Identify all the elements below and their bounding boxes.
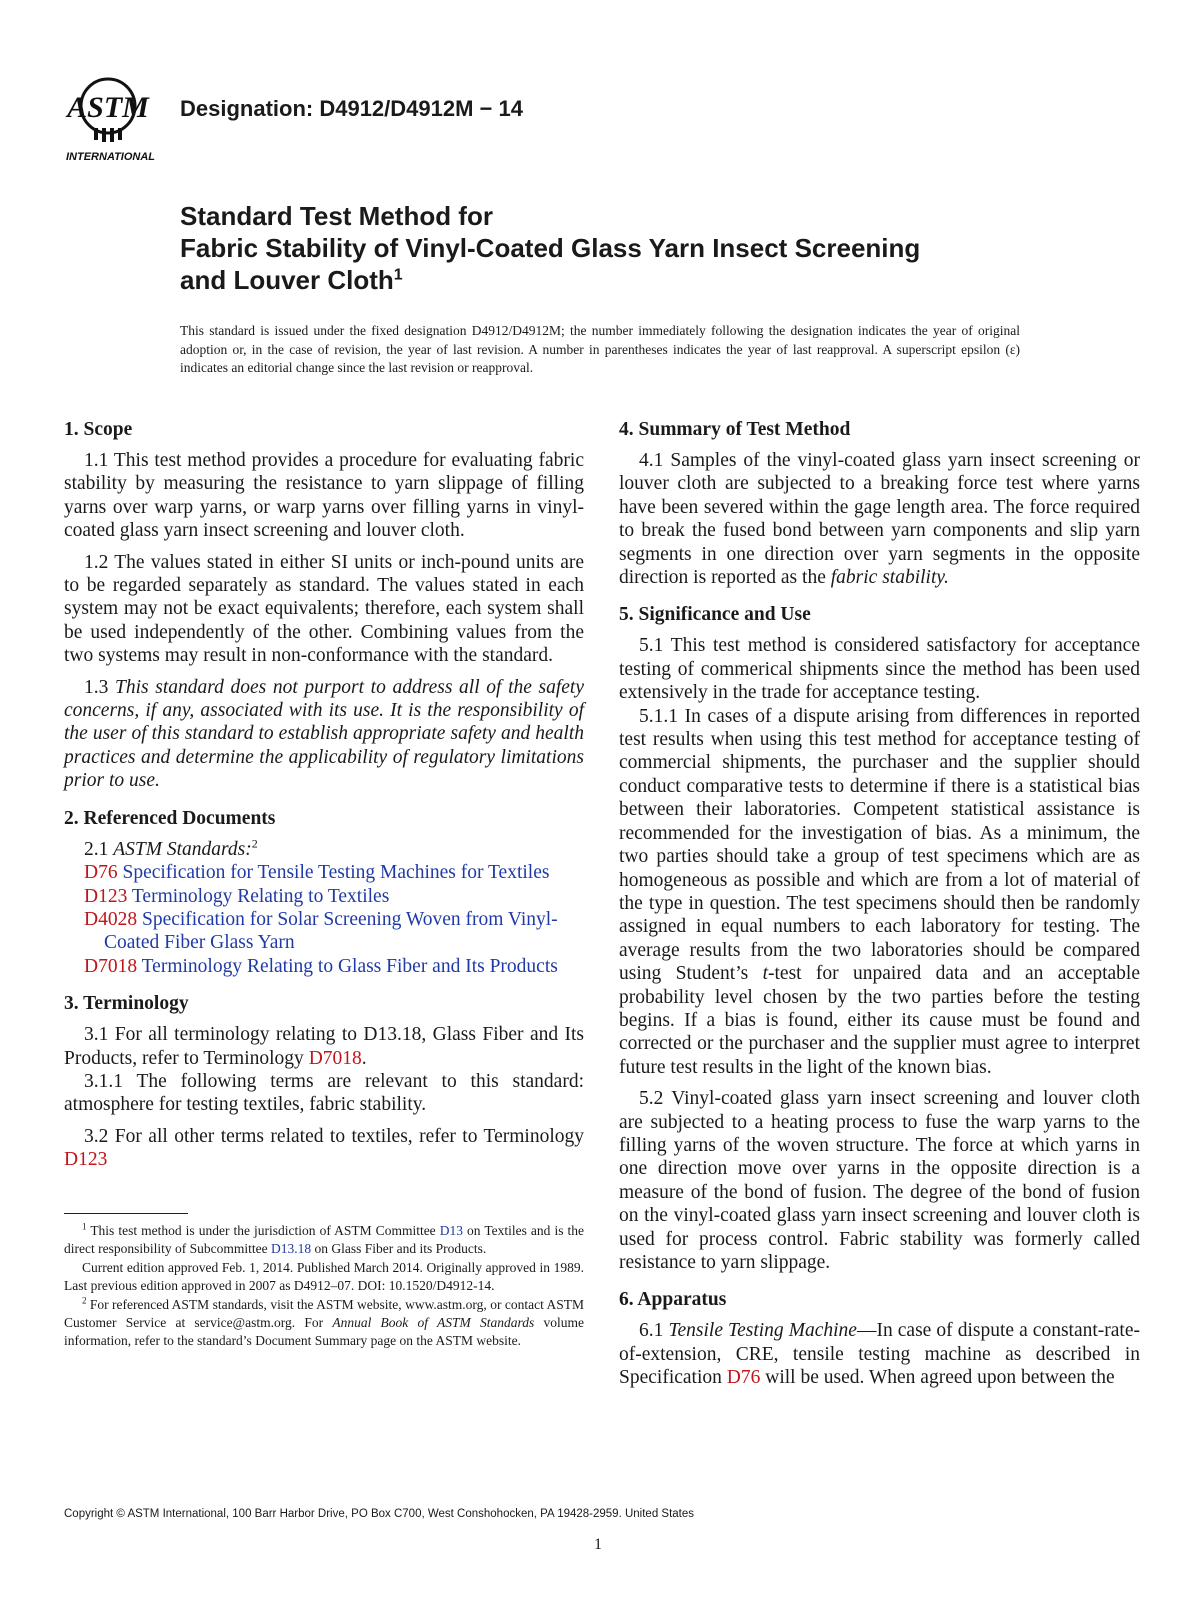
section-apparatus bbox=[619, 1288, 1140, 1389]
designation: Designation: D4912/D4912M − 14 bbox=[180, 96, 523, 121]
issuance-notice: This standard is issued under the fixed designation D4912/D4912M; the number immediately following the designation indicates the year of original adoption or, in the case of revision, the year of last revision. A number in parentheses indicates the year of last reapproval. A superscript epsilon (ε) indicates an editorial change since the last revision or reapproval. bbox=[180, 323, 1020, 375]
title-line-2: Fabric Stability of Vinyl-Coated Glass Yarn Insect Screening bbox=[180, 233, 921, 263]
logo-text: ASTM bbox=[67, 91, 149, 124]
section-summary bbox=[619, 418, 1140, 589]
astm-logo bbox=[64, 76, 168, 166]
subcommittee-link[interactable]: D13.18 bbox=[270, 1241, 312, 1257]
footnotes bbox=[64, 1222, 584, 1351]
title-footnote-mark[interactable]: 1 bbox=[393, 266, 403, 284]
paragraph-6-1: 6.1 Tensile Testing Machine—In case of dispute a constant-rate-of-extension, CRE, tensile testing machine as described in Specification D76 will be used. When agreed upon between the bbox=[619, 1320, 1140, 1389]
footnote-1-edition: Current edition approved Feb. 1, 2014. Published March 2014. Originally approved in 1989. Last previous edition approved in 2007 as D4912–07. DOI: 10.1520/D4912-14. bbox=[64, 1259, 584, 1294]
paragraph-3-2: 3.2 For all other terms related to textiles, refer to Terminology D123 bbox=[64, 1125, 584, 1171]
reference-link[interactable]: D76 bbox=[726, 1367, 761, 1389]
footnote-divider bbox=[64, 1213, 188, 1214]
paragraph-5-1: 5.1 This test method is considered satisfactory for acceptance testing of commerical shipments since the method has been used extensively in the trade for acceptance testing. bbox=[619, 635, 1140, 704]
section-heading: 1. Scope bbox=[64, 419, 133, 440]
footnote-2: $^2$ For referenced ASTM standards, visit the ASTM website, www.astm.org, or contact ASTM Customer Service at service@astm.org. For Annual Book of ASTM Standards volume information, refer to the standard’s Document Summary page on the ASTM website. bbox=[64, 1295, 585, 1349]
section-scope bbox=[64, 418, 584, 793]
logo-subtitle: INTERNATIONAL bbox=[66, 151, 156, 163]
section-referenced-documents bbox=[64, 807, 584, 978]
paragraph-4-1: 4.1 Samples of the vinyl-coated glass yarn insect screening or louver cloth are subjected to a breaking force test where yarns have been severed within the gage length area. The force required to break the fused bond between yarn components and slip yarn segments in one direction over yarn segments in the opposite direction is reported as the fabric stability. bbox=[619, 450, 1140, 589]
paragraph-2-1: 2.1 ASTM Standards:$^2$ bbox=[84, 836, 258, 860]
section-terminology bbox=[64, 992, 584, 1171]
title-line-1: Standard Test Method for bbox=[180, 201, 493, 231]
section-heading: 6. Apparatus bbox=[619, 1289, 727, 1311]
title-line-3: and Louver Cloth$^1$ bbox=[180, 265, 403, 295]
reference-item[interactable]: D4028 Specification for Solar Screening Woven from Vinyl-Coated Fiber Glass Yarn bbox=[84, 908, 558, 954]
paragraph-1-3: 1.3 This standard does not purport to address all of the safety concerns, if any, associated with its use. It is the responsibility of the user of this standard to establish appropriate safety and health practices and determine the applicability of regulatory limitations prior to use. bbox=[64, 676, 585, 792]
committee-link[interactable]: D13 bbox=[439, 1223, 463, 1238]
page-number: 1 bbox=[594, 1536, 602, 1553]
right-column bbox=[619, 418, 1140, 1404]
section-heading: 5. Significance and Use bbox=[619, 604, 811, 626]
section-significance bbox=[619, 603, 1140, 1274]
left-column bbox=[64, 418, 584, 1186]
paragraph-1-1: 1.1 This test method provides a procedure for evaluating fabric stability by measuring the resistance to yarn slippage of filling yarns over warp yarns, or warp yarns over filling yarns in vinyl-coated glass yarn insect screening and louver cloth. bbox=[64, 450, 584, 542]
paragraph-5-2: 5.2 Vinyl-coated glass yarn insect screening and louver cloth are subjected to a heating process to fuse the warp yarns to the filling yarns of the woven structure. The force at which yarns in one direction move over yarns in the opposite direction is a measure of the bond of fusion. The degree of the bond of fusion on the vinyl-coated glass yarn insect screening and louver cloth is used for process control. Fabric stability was formerly called resistance to yarn slippage. bbox=[619, 1088, 1140, 1273]
reference-item[interactable]: D76 Specification for Tensile Testing Machines for Textiles bbox=[84, 862, 550, 884]
paragraph-1-2: 1.2 The values stated in either SI units or inch-pound units are to be regarded separately as standard. The values stated in each system may not be exact equivalents; therefore, each system shall be used independently of the other. Combining values from the two systems may result in non-conformance with the standard. bbox=[64, 551, 584, 667]
section-heading: 2. Referenced Documents bbox=[64, 807, 276, 829]
reference-link[interactable]: D7018 bbox=[308, 1047, 362, 1069]
paragraph-3-1-1: 3.1.1 The following terms are relevant to this standard: atmosphere for testing textiles, fabric stability. bbox=[64, 1070, 584, 1116]
paragraph-3-1: 3.1 For all terminology relating to D13.18, Glass Fiber and Its Products, refer to Terminology D7018. bbox=[64, 1024, 584, 1069]
section-heading: 3. Terminology bbox=[64, 993, 189, 1015]
footnote-mark[interactable]: 2 bbox=[251, 836, 258, 851]
section-heading: 4. Summary of Test Method bbox=[619, 419, 851, 440]
document-title bbox=[180, 200, 1060, 296]
footnote-1: $^1$ This test method is under the jurisdiction of ASTM Committee D13 on Textiles and is the direct responsibility of Subcommittee D13.18 on Glass Fiber and its Products. bbox=[64, 1221, 584, 1257]
reference-link[interactable]: D123 bbox=[64, 1149, 108, 1171]
reference-item[interactable]: D123 Terminology Relating to Textiles bbox=[84, 885, 390, 907]
reference-item[interactable]: D7018 Terminology Relating to Glass Fiber and Its Products bbox=[84, 955, 558, 977]
paragraph-5-1-1: 5.1.1 In cases of a dispute arising from differences in reported test results when using this test method for acceptance testing of commercial shipments, the purchaser and the supplier should conduct comparative tests to determine if there is a statistical bias between their laboratories. Competent statistical assistance is recommended for the investigation of bias. As a minimum, the two parties should take a group of test specimens which are as homogeneous as possible and which are from a lot of material of the type in question. The test specimens should then be randomly assigned in equal numbers to each laboratory for testing. The average results from the two laboratories should be compared using Student’s t-test for unpaired data and an acceptable probability level chosen by the two parties before the testing begins. If a bias is found, either its cause must be found and corrected or the purchaser and the supplier must agree to interpret future test results in the light of the known bias. bbox=[619, 705, 1140, 1078]
copyright-notice: Copyright © ASTM International, 100 Barr Harbor Drive, PO Box C700, West Conshohocken, PA 19428-2959. United States bbox=[64, 1508, 695, 1520]
